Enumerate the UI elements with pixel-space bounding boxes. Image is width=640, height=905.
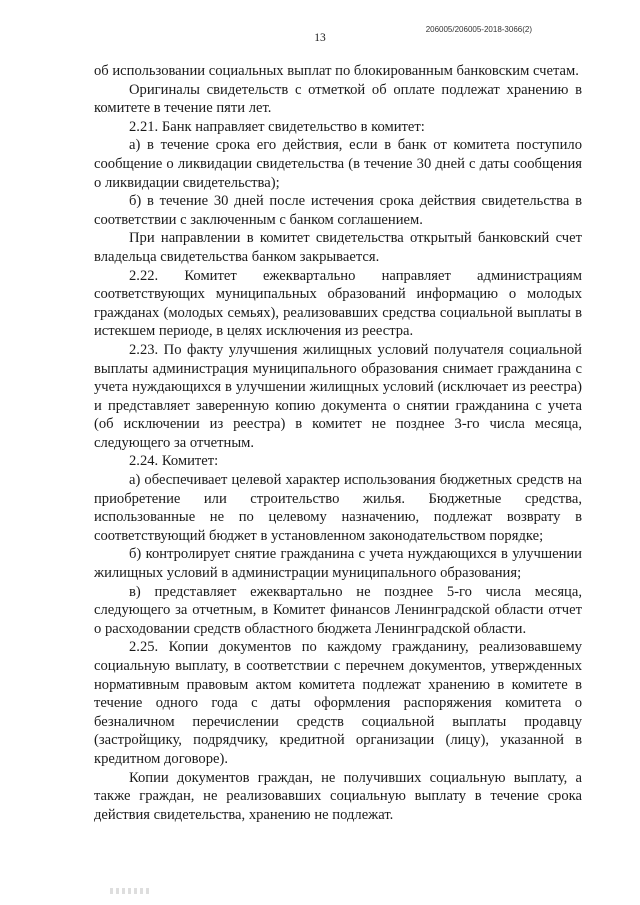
clause-2-23: 2.23. По факту улучшения жилищных условий получателя социальной выплаты администрация муниципального образования снимает гражданина с учета нуждающихся в улучшении жилищных условий (исключает из реестра) и представляет заверенную копию документа о снятии гражданина с учета (об исключении из реестра) в комитет не позднее 3-го числа месяца, следующего за отчетным.: [94, 341, 582, 451]
clause-2-25: 2.25. Копии документов по каждому гражданину, реализовавшему социальную выплату, в соответствии с перечнем документов, утвержденных нормативным правовым актом комитета подлежат хранению в комитете в течение одного года с даты оформления распоряжения комитета о безналичном перечислении средств социальной выплаты продавцу (застройщику, подрядчику, кредитной организации (лицу), указанной в кредитном договоре).: [94, 639, 582, 767]
paragraph-copies-not-stored: Копии документов граждан, не получивших социальную выплату, а также граждан, не реализовавших социальную выплату в течение срока действия свидетельства, хранению не подлежат.: [94, 769, 582, 823]
clause-2-21-b: б) в течение 30 дней после истечения срока действия свидетельства в соответствии с заключенным с банком соглашением.: [94, 193, 582, 228]
document-reference-number: 206005/206005-2018-3066(2): [425, 25, 532, 34]
paragraph-originals-storage: Оригиналы свидетельств с отметкой об оплате подлежат хранению в комитете в течение пяти лет.: [94, 81, 582, 117]
clause-2-21-a: а) в течение срока его действия, если в банк от комитета поступило сообщение о ликвидации свидетельства (в течение 30 дней с даты сообщения о ликвидации свидетельства);: [94, 137, 582, 191]
page-number: 13: [314, 32, 326, 44]
clause-2-24-b: б) контролирует снятие гражданина с учета нуждающихся в улучшении жилищных условий в администрации муниципального образования;: [94, 546, 582, 582]
clause-2-24: 2.24. Комитет:: [129, 453, 219, 470]
clause-2-24-v: в) представляет ежеквартально не позднее 5-го числа месяца, следующего за отчетным, в Комитет финансов Ленинградской области отчет о расходовании средств областного бюджета Ленинградской области.: [94, 583, 582, 637]
paragraph-account-closure: При направлении в комитет свидетельства открытый банковский счет владельца свидетельства банком закрывается.: [94, 230, 582, 265]
scan-artifact: [110, 888, 150, 894]
clause-2-21: 2.21. Банк направляет свидетельство в комитет:: [129, 118, 425, 135]
clause-2-22: 2.22. Комитет ежеквартально направляет администрациям соответствующих муниципальных образований информацию о молодых гражданах (молодых семьях), реализовавших средства социальной выплаты в истекшем периоде, в целях исключения из реестра.: [94, 267, 582, 340]
clause-2-24-a: а) обеспечивает целевой характер использования бюджетных средств на приобретение или строительство жилья. Бюджетные средства, использованные не по целевому назначению, подлежат возврату в соответствующий бюджет в установленном законодательством порядке;: [94, 472, 582, 544]
paragraph-continuation: об использовании социальных выплат по блокированным банковским счетам.: [94, 63, 579, 79]
document-body: [94, 62, 582, 824]
